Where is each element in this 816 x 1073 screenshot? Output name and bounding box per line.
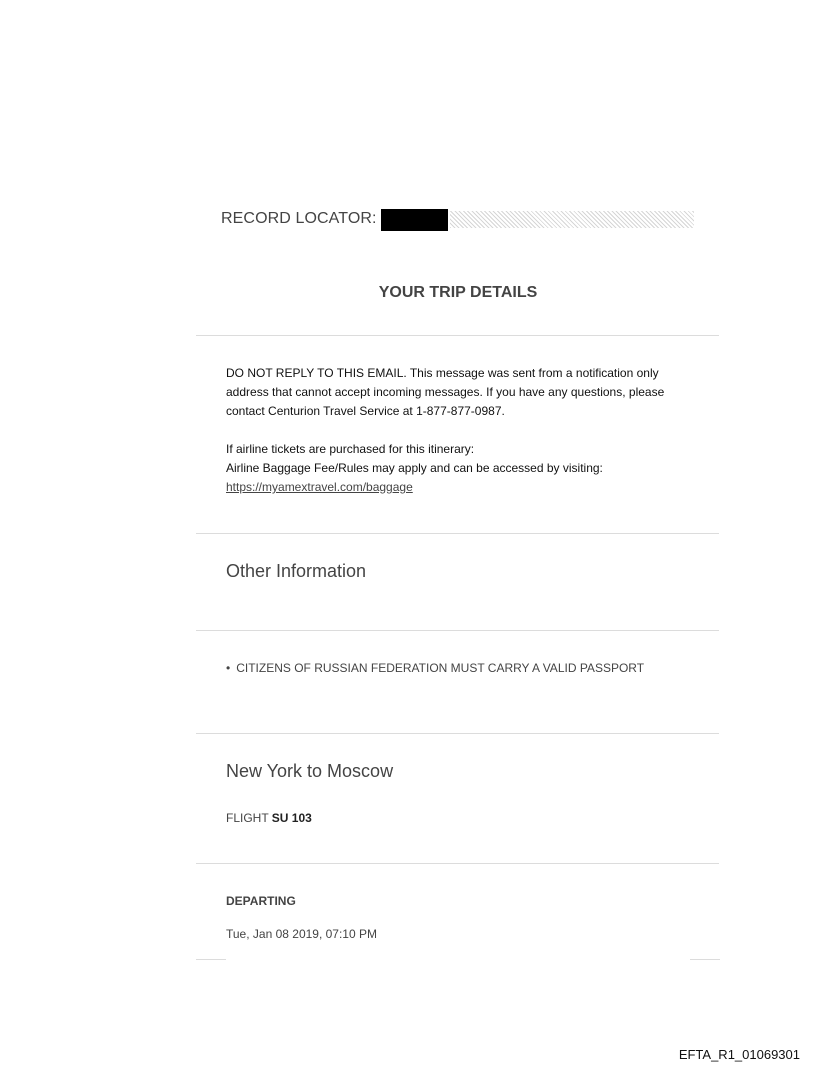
departing-label: DEPARTING (226, 894, 296, 908)
baggage-line: If airline tickets are purchased for this itinerary: (226, 442, 475, 456)
route-heading: New York to Moscow (226, 761, 394, 781)
redaction-hatch (450, 211, 694, 228)
flight-number: SU 103 (271, 811, 312, 825)
document-id: EFTA_R1_01069301 (678, 1047, 800, 1062)
list-item-text: CITIZENS OF RUSSIAN FEDERATION MUST CARRY A VALID PASSPORT (236, 661, 645, 675)
baggage-line: Airline Baggage Fee/Rules may apply and can be accessed by visiting: (226, 461, 603, 475)
other-information-heading: Other Information (226, 561, 367, 581)
flight-info (226, 811, 312, 825)
notice-line: DO NOT REPLY TO THIS EMAIL. This message was sent from a notification only (226, 366, 659, 380)
bullet-icon: • (226, 661, 231, 675)
baggage-link[interactable]: https://myamextravel.com/baggage (226, 480, 413, 494)
record-locator-label: RECORD LOCATOR: (221, 210, 377, 227)
divider (196, 733, 719, 734)
baggage-notice (226, 440, 696, 497)
divider (196, 863, 719, 864)
notice-line: contact Centurion Travel Service at 1-877-877-0987. (226, 404, 505, 418)
list-item (226, 661, 644, 675)
divider (196, 630, 719, 631)
no-reply-notice (226, 364, 696, 421)
notice-line: address that cannot accept incoming messages. If you have any questions, please (226, 385, 665, 399)
redaction-block (381, 209, 448, 231)
divider (690, 959, 720, 960)
divider (196, 335, 719, 336)
flight-prefix: FLIGHT (226, 811, 269, 825)
trip-details-title: YOUR TRIP DETAILS (378, 284, 538, 301)
divider (196, 533, 719, 534)
departing-datetime: Tue, Jan 08 2019, 07:10 PM (226, 927, 377, 941)
divider (196, 959, 226, 960)
